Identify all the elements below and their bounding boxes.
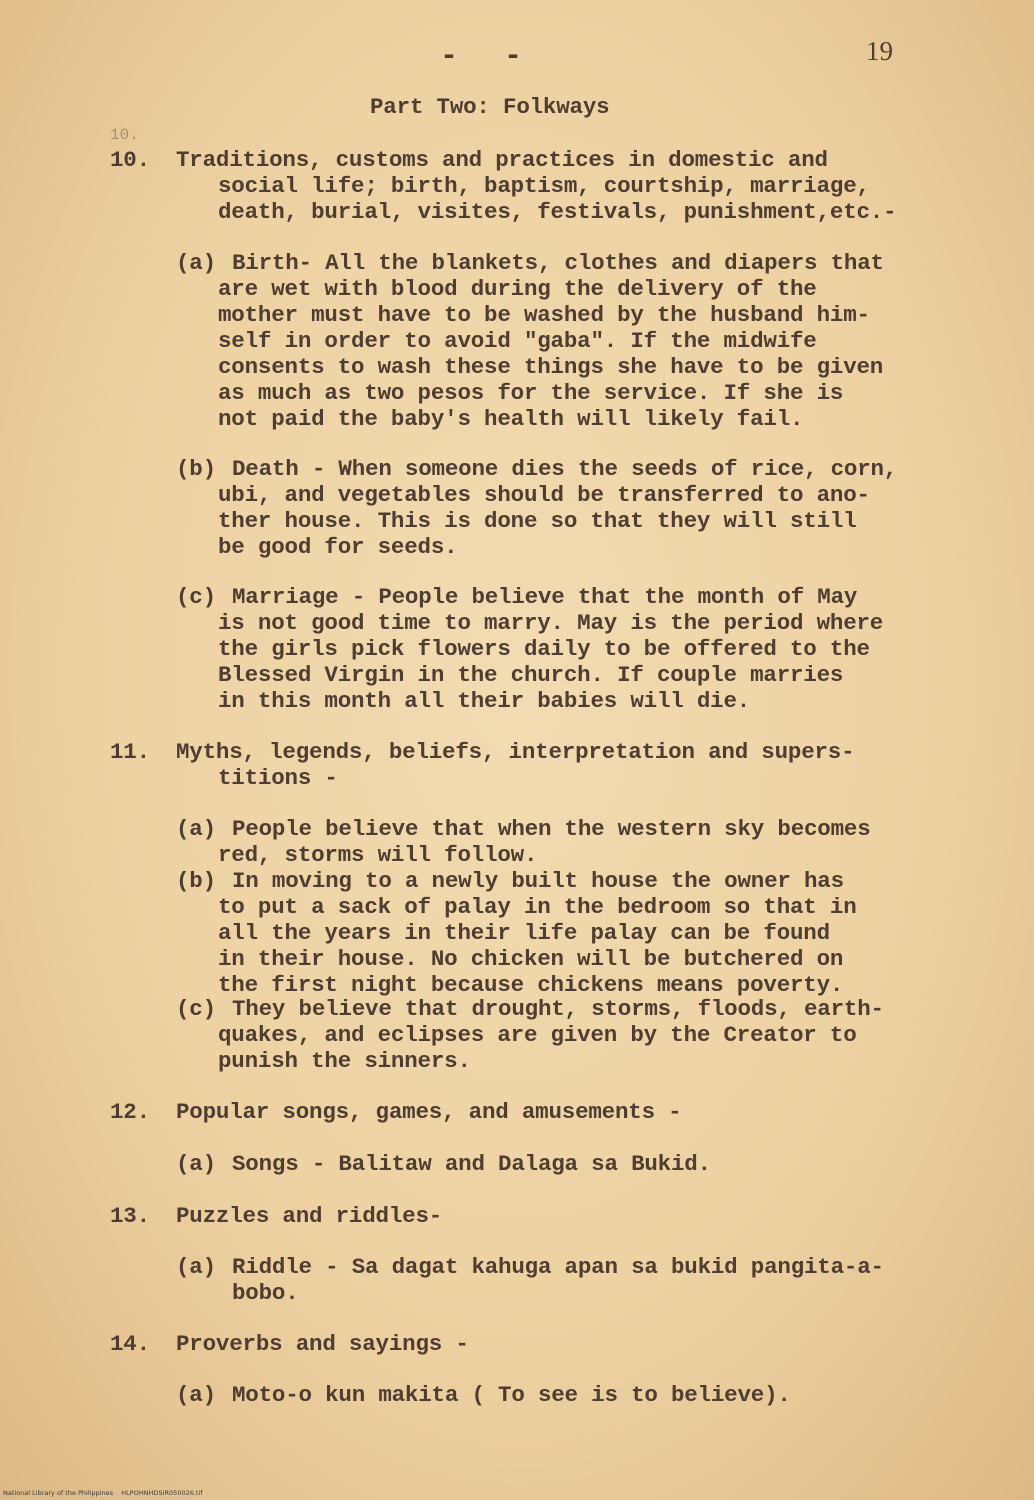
header-dashes: - - [440,40,537,74]
subitem-line: in this month all their babies will die. [218,688,751,714]
subitem-line: self in order to avoid "gaba". If the midwife [218,328,817,354]
subitem-line: Birth- All the blankets, clothes and diapers that [232,250,884,276]
item-line: social life; birth, baptism, courtship, marriage, [218,173,870,199]
subitem-line: Blessed Virgin in the church. If couple marries [218,662,844,688]
subitem-line: be good for seeds. [218,534,458,560]
subitem-line: quakes, and eclipses are given by the Creator to [218,1022,857,1048]
item-line: death, burial, visites, festivals, punishment,etc.- [218,199,897,225]
subitem-line: is not good time to marry. May is the period where [218,610,884,636]
part-title: Part Two: Folkways [370,94,610,120]
subitem-line: Moto-o kun makita ( To see is to believe). [232,1382,791,1408]
subitem-line: to put a sack of palay in the bedroom so that in [218,894,857,920]
subitem-line: bobo. [232,1280,299,1306]
subitem-label: (a) [176,250,216,276]
subitem-label: (c) [176,584,216,610]
item-number: 11. [110,739,150,765]
subitem-label: (a) [176,1254,216,1280]
subitem-line: consents to wash these things she have to be given [218,354,884,380]
subitem-line: as much as two pesos for the service. If she is [218,380,844,406]
subitem-line: Riddle - Sa dagat kahuga apan sa bukid pangita-a- [232,1254,884,1280]
item-number: 12. [110,1099,150,1125]
subitem-line: mother must have to be washed by the husband him- [218,302,870,328]
margin-mark: 10. [110,126,139,144]
subitem-label: (a) [176,816,216,842]
item-line: Proverbs and sayings - [176,1331,469,1357]
subitem-line: They believe that drought, storms, floods, earth- [232,996,884,1022]
item-line: Myths, legends, beliefs, interpretation and supers- [176,739,855,765]
item-number: 13. [110,1203,150,1229]
subitem-line: in their house. No chicken will be butchered on [218,946,844,972]
page-number: 19 [866,36,893,66]
subitem-label: (a) [176,1382,216,1408]
subitem-line: ubi, and vegetables should be transferred to ano- [218,482,870,508]
subitem-line: are wet with blood during the delivery of the [218,276,817,302]
item-number: 10. [110,147,150,173]
subitem-line: the first night because chickens means poverty. [218,972,844,998]
subitem-label: (a) [176,1151,216,1177]
subitem-line: punish the sinners. [218,1048,471,1074]
scan-footer: National Library of the Philippines HLPOHNHDSIR050026.tif [3,1489,203,1497]
item-number: 14. [110,1331,150,1357]
item-line: titions - [218,765,338,791]
subitem-label: (b) [176,868,216,894]
subitem-line: Marriage - People believe that the month of May [232,584,858,610]
subitem-line: all the years in their life palay can be found [218,920,830,946]
subitem-line: In moving to a newly built house the owner has [232,868,844,894]
item-line: Popular songs, games, and amusements - [176,1099,682,1125]
subitem-line: ther house. This is done so that they will still [218,508,857,534]
subitem-line: not paid the baby's health will likely fail. [218,406,804,432]
subitem-label: (b) [176,456,216,482]
subitem-line: red, storms will follow. [218,842,538,868]
item-line: Puzzles and riddles- [176,1203,443,1229]
item-line: Traditions, customs and practices in domestic and [176,147,828,173]
subitem-label: (c) [176,996,216,1022]
subitem-line: People believe that when the western sky becomes [232,816,871,842]
subitem-line: Death - When someone dies the seeds of rice, corn, [232,456,898,482]
subitem-line: Songs - Balitaw and Dalaga sa Bukid. [232,1151,711,1177]
subitem-line: the girls pick flowers daily to be offered to the [218,636,870,662]
